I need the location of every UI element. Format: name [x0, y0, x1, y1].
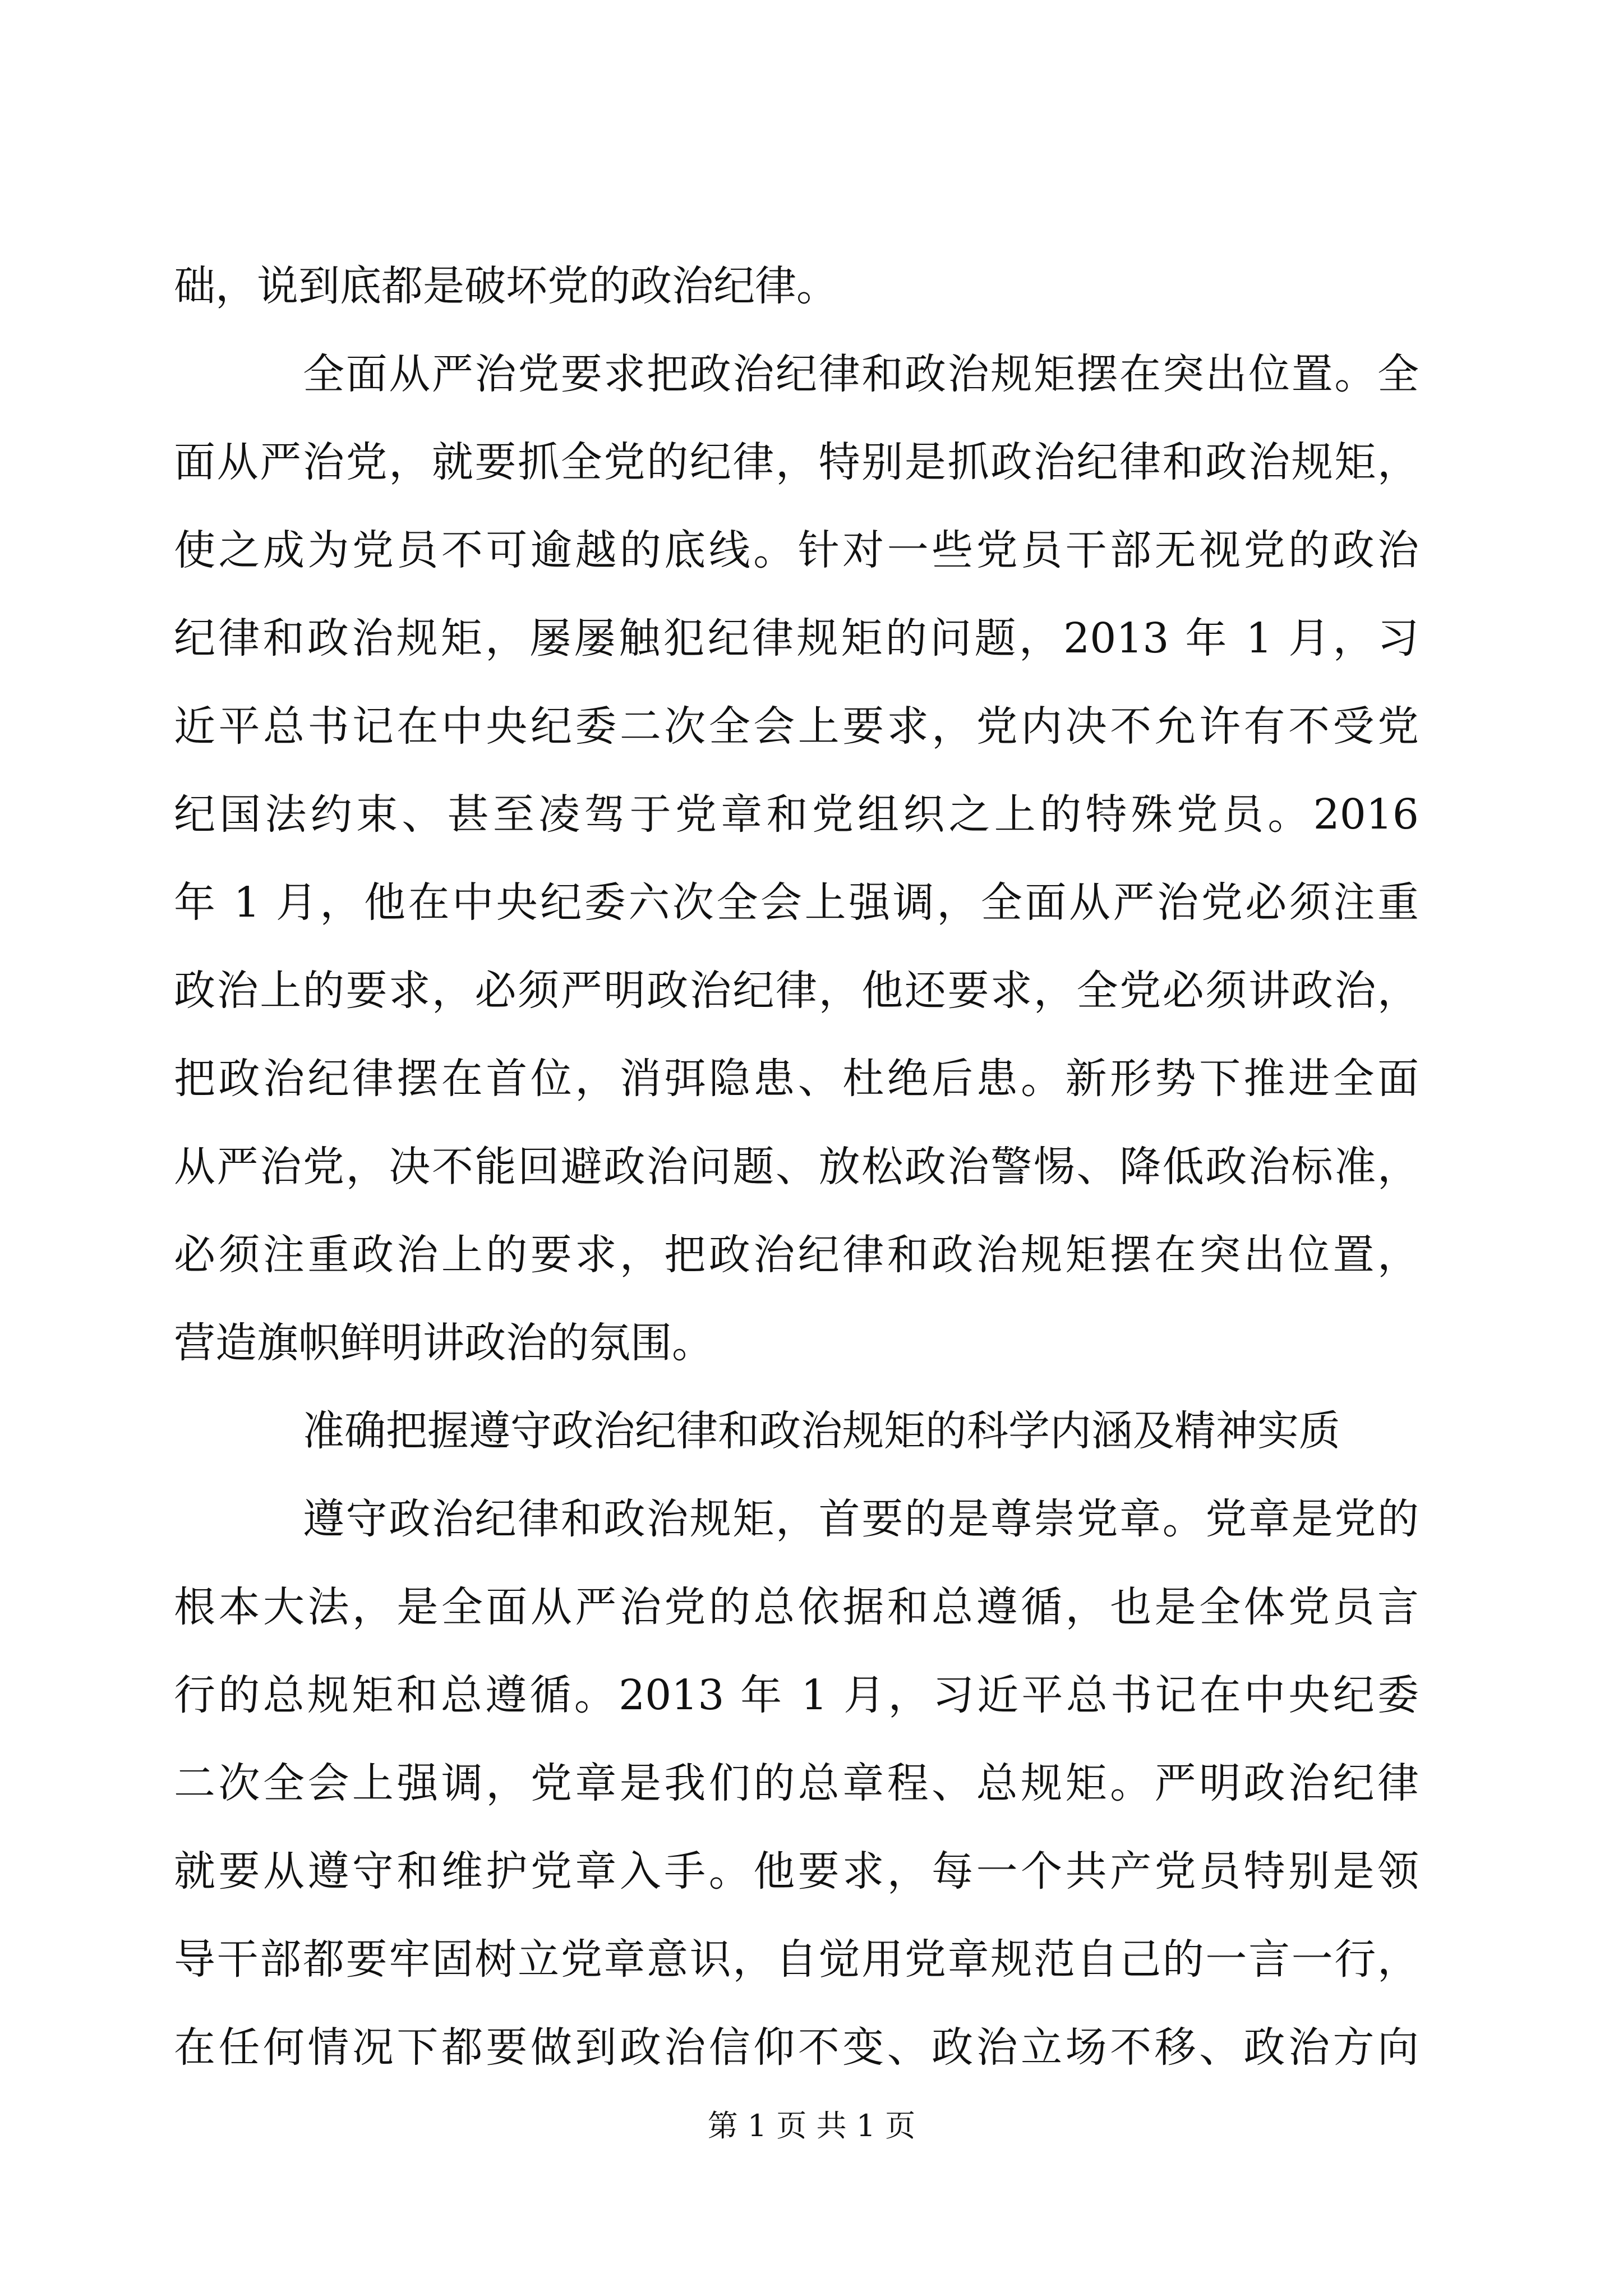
text-line: 必须注重政治上的要求，把政治纪律和政治规矩摆在突出位置，: [174, 1231, 1419, 1279]
text-line: 面从严治党，就要抓全党的纪律，特别是抓政治纪律和政治规矩，: [174, 438, 1419, 486]
section-heading: 准确把握遵守政治纪律和政治规矩的科学内涵及精神实质: [303, 1407, 1340, 1455]
text-line: 从严治党，决不能回避政治问题、放松政治警惕、降低政治标准，: [174, 1143, 1419, 1191]
text-line: 使之成为党员不可逾越的底线。针对一些党员干部无视党的政治: [174, 526, 1419, 574]
text-line: 纪国法约束、甚至凌驾于党章和党组织之上的特殊党员。2016: [174, 790, 1419, 839]
text-line: 导干部都要牢固树立党章意识，自觉用党章规范自己的一言一行，: [174, 1935, 1419, 1984]
text-line: 纪律和政治规矩，屡屡触犯纪律规矩的问题，2013 年 1 月，习: [174, 614, 1419, 662]
text-line: 在任何情况下都要做到政治信仰不变、政治立场不移、政治方向: [174, 2023, 1419, 2072]
text-line: 础，说到底都是破坏党的政治纪律。: [174, 262, 838, 310]
paragraph-start-line: 全面从严治党要求把政治纪律和政治规矩摆在突出位置。全: [303, 350, 1419, 398]
text-line: 把政治纪律摆在首位，消弭隐患、杜绝后患。新形势下推进全面: [174, 1055, 1419, 1103]
text-line: 根本大法，是全面从严治党的总依据和总遵循，也是全体党员言: [174, 1583, 1419, 1631]
text-line: 年 1 月，他在中央纪委六次全会上强调，全面从严治党必须注重: [174, 878, 1419, 927]
text-line: 政治上的要求，必须严明政治纪律，他还要求，全党必须讲政治，: [174, 967, 1419, 1015]
text-line: 行的总规矩和总遵循。2013 年 1 月，习近平总书记在中央纪委: [174, 1671, 1419, 1719]
page-number-footer: 第 1 页 共 1 页: [707, 2108, 916, 2143]
text-line: 近平总书记在中央纪委二次全会上要求，党内决不允许有不受党: [174, 702, 1419, 751]
text-line: 二次全会上强调，党章是我们的总章程、总规矩。严明政治纪律: [174, 1759, 1419, 1807]
paragraph-start-line: 遵守政治纪律和政治规矩，首要的是尊崇党章。党章是党的: [303, 1495, 1419, 1543]
text-line: 营造旗帜鲜明讲政治的氛围。: [174, 1319, 713, 1367]
text-line: 就要从遵守和维护党章入手。他要求，每一个共产党员特别是领: [174, 1847, 1419, 1895]
